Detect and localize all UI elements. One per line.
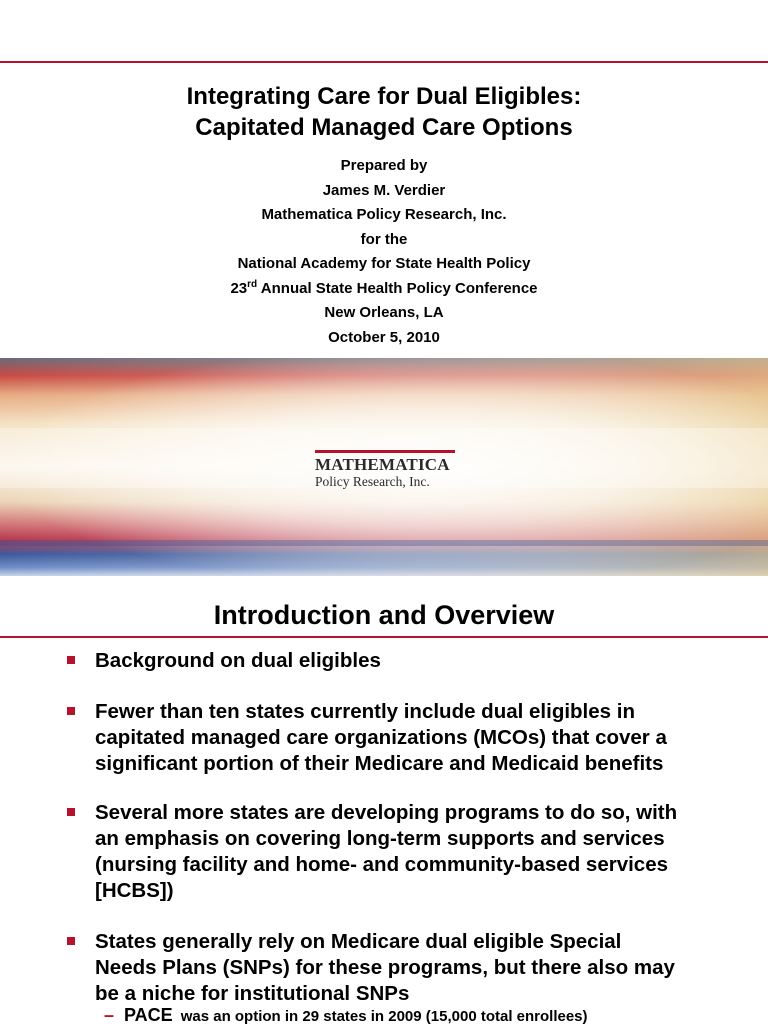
conference xyxy=(0,277,768,302)
bullet-line: significant portion of their Medicare and Medicaid benefits xyxy=(95,752,664,775)
organization: Mathematica Policy Research, Inc. xyxy=(261,206,507,223)
bullet-item xyxy=(95,699,735,777)
bullet-item xyxy=(95,929,735,1007)
sub-bullet-dash: – xyxy=(104,1005,115,1025)
logo-subtitle: Policy Research, Inc. xyxy=(315,474,430,489)
bullet-line: be a niche for institutional SNPs xyxy=(95,982,410,1005)
author: James M. Verdier xyxy=(322,181,446,199)
sub-bullet xyxy=(104,1004,754,1028)
top-rule xyxy=(0,61,768,63)
bullet-line: States generally rely on Medicare dual eligible Special xyxy=(95,930,622,953)
bullet-line: (nursing facility and home- and community-based services xyxy=(95,853,668,876)
bullet-item xyxy=(95,648,735,674)
bullet-marker xyxy=(67,808,75,816)
bullet-line: an emphasis on covering long-term supports and services xyxy=(95,827,665,850)
for-the: for the xyxy=(360,230,408,248)
prepared-by: Prepared by xyxy=(340,157,428,174)
bullet-marker xyxy=(67,707,75,715)
host: National Academy for State Health Policy xyxy=(237,255,531,272)
slide1-title xyxy=(0,81,768,143)
sub-bullet-text: was an option in 29 states in 2009 (15,000 total enrollees) xyxy=(180,1008,588,1025)
title-line-1: Integrating Care for Dual Eligibles: xyxy=(186,83,582,110)
title-line-2: Capitated Managed Care Options xyxy=(195,114,573,141)
bullet-marker xyxy=(67,937,75,945)
conference-suffix: rd xyxy=(247,278,258,290)
location: New Orleans, LA xyxy=(324,304,444,321)
credits-block xyxy=(0,154,768,350)
slide2-title: Introduction and Overview xyxy=(213,600,555,630)
logo-bar xyxy=(315,450,455,453)
bullet-line: Fewer than ten states currently include dual eligibles in xyxy=(95,700,635,723)
conference-number: 23 xyxy=(230,279,248,297)
bullet-marker xyxy=(67,656,75,664)
bullet-line: Background on dual eligibles xyxy=(95,649,381,672)
bullet-item xyxy=(95,800,735,904)
mathematica-logo xyxy=(315,450,455,490)
date: October 5, 2010 xyxy=(328,328,440,346)
sub-bullet-lead: PACE xyxy=(124,1005,173,1025)
bullet-line: Needs Plans (SNPs) for these programs, but there also may xyxy=(95,956,675,979)
bullet-line: capitated managed care organizations (MCOs) that cover a xyxy=(95,726,667,749)
bullet-line: [HCBS]) xyxy=(95,879,174,902)
slide2-rule xyxy=(0,636,768,638)
bullet-line: Several more states are developing programs to do so, with xyxy=(95,801,678,824)
conference-name: Annual State Health Policy Conference xyxy=(260,279,538,297)
logo-name: MATHEMATICA xyxy=(315,455,450,474)
